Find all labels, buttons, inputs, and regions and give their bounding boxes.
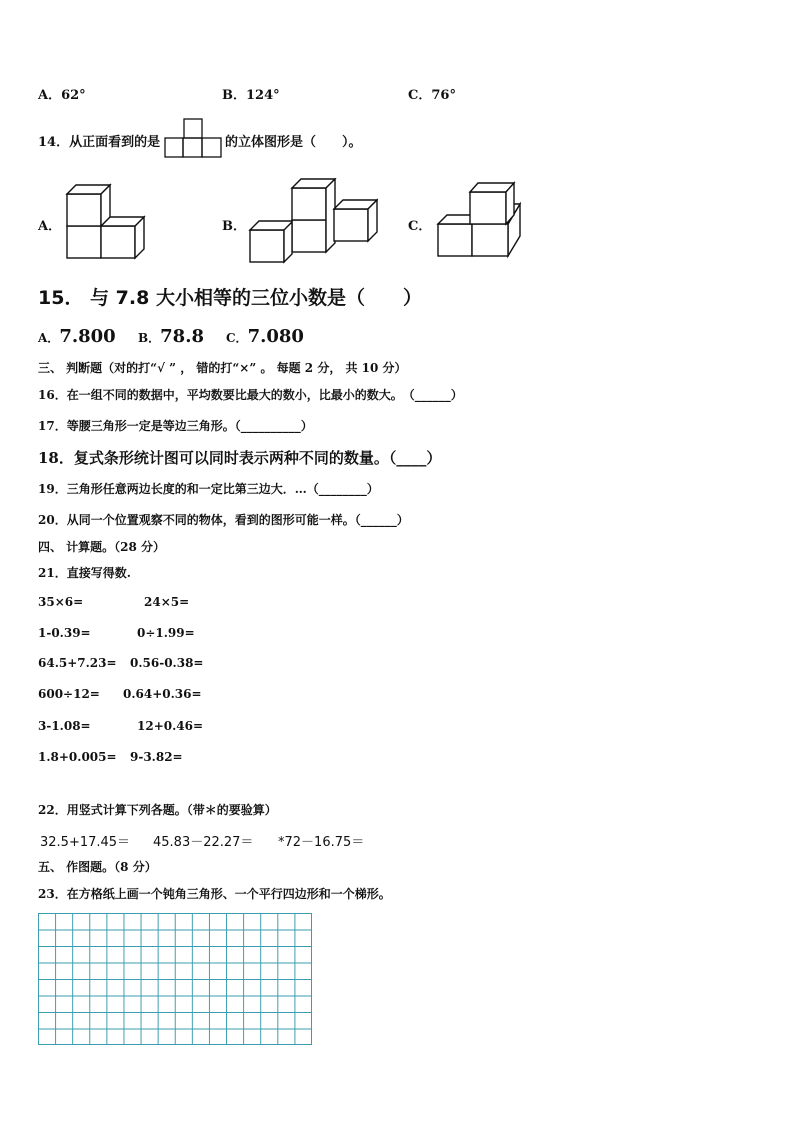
q21-item: 12+0.46=	[137, 719, 204, 733]
q14-text-after: 的立体图形是（ ）。	[225, 135, 362, 150]
q21-item: 0÷1.99=	[137, 626, 195, 640]
q21-item: 1.8+0.005=	[38, 750, 117, 764]
q14-option-a-figure	[64, 182, 148, 260]
q21-title: 21．直接写得数.	[38, 566, 131, 580]
q22-item: 32.5+17.45＝	[40, 835, 131, 850]
q15-option-a-value: 7.800	[59, 326, 116, 347]
q14-option-b-label: B．	[222, 219, 246, 234]
q22-item: 45.83－22.27＝	[153, 835, 254, 850]
q21-item: 0.64+0.36=	[123, 687, 202, 701]
q14-option-c-figure	[436, 180, 526, 260]
q16: 16．在一组不同的数据中，平均数要比最大的数小，比最小的数大。 （______）	[38, 388, 463, 402]
q19: 19．三角形任意两边长度的和一定比第三边大．…（________）	[38, 482, 379, 496]
q18: 18．复式条形统计图可以同时表示两种不同的数量。（____）	[38, 449, 442, 467]
q21-item: 35×6=	[38, 595, 84, 609]
q15-option-b-value: 78.8	[160, 326, 204, 347]
section3-heading: 三、 判断题（对的打“√ ” ， 错的打“×” 。 每题 2 分， 共 10 分）	[38, 361, 407, 375]
q14-text-before: 14．从正面看到的是	[38, 135, 161, 150]
q21-item: 3-1.08=	[38, 719, 91, 733]
q21-item: 0.56-0.38=	[130, 656, 204, 670]
section5-heading: 五、 作图题。（8 分）	[38, 860, 157, 874]
q20: 20．从同一个位置观察不同的物体，看到的图形可能一样。（______）	[38, 513, 409, 527]
graph-paper-grid[interactable]	[38, 913, 312, 1045]
q13-option-a: A．62°	[38, 88, 86, 103]
q21-item: 64.5+7.23=	[38, 656, 117, 670]
q14-option-a-label: A．	[38, 219, 62, 234]
q21-item: 600÷12=	[38, 687, 100, 701]
q21-item: 9-3.82=	[130, 750, 183, 764]
q14-option-b-figure	[248, 178, 378, 264]
q15-option-b	[138, 326, 204, 347]
q21-item: 24×5=	[144, 595, 190, 609]
q15-question: 15． 与 7.8 大小相等的三位小数是（ ）	[38, 287, 422, 309]
q22-title: 22．用竖式计算下列各题。（带＊的要验算）	[38, 803, 277, 817]
q15-option-b-label: B．	[138, 331, 161, 345]
q15-option-c	[226, 326, 304, 347]
q15-option-a	[38, 326, 116, 347]
q15-option-c-value: 7.080	[247, 326, 304, 347]
q15-option-c-label: C．	[226, 331, 248, 345]
q17: 17．等腰三角形一定是等边三角形。（__________）	[38, 419, 313, 433]
q22-item: *72－16.75＝	[278, 835, 365, 850]
q14-front-view-figure	[164, 118, 222, 162]
section4-heading: 四、 计算题。（28 分）	[38, 540, 166, 554]
q14-option-c-label: C．	[408, 219, 432, 234]
q23-title: 23．在方格纸上画一个钝角三角形、一个平行四边形和一个梯形。	[38, 887, 391, 901]
q15-option-a-label: A．	[38, 331, 60, 345]
q21-item: 1-0.39=	[38, 626, 91, 640]
q13-option-b: B．124°	[222, 88, 280, 103]
q13-option-c: C．76°	[408, 88, 456, 103]
